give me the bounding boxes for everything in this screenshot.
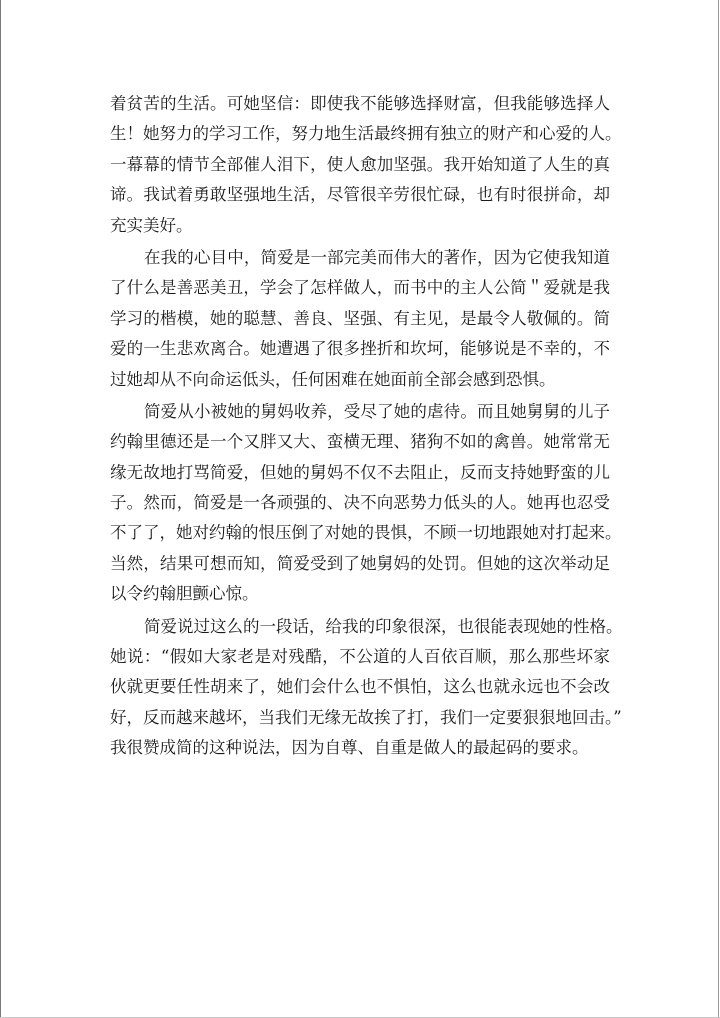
text-line: 着贫苦的生活。可她坚信：即使我不能够选择财富，但我能够选择人 <box>110 94 610 113</box>
page-border-left <box>0 0 1 1018</box>
text-line: 简爱说过这么的一段话，给我的印象很深，也很能表现她的性格。 <box>144 616 623 636</box>
text-line: 生！她努力的学习工作，努力地生活最终拥有独立的财产和心爱的人。 <box>110 124 622 144</box>
text-line: 了什么是善恶美丑，学会了怎样做人，而书中的主人公简＂爱就是我 <box>110 278 610 298</box>
text-line: 我很赞成简的这种说法，因为自尊、自重是做人的最起码的要求。 <box>110 738 589 758</box>
text-line: 以令约翰胆颤心惊。 <box>110 584 259 604</box>
text-line: 充实美好。 <box>110 215 193 235</box>
text-line: 当然，结果可想而知，简爱受到了她舅妈的处罚。但她的这次举动足 <box>110 553 610 573</box>
text-line: 谛。我试着勇敢坚强地生活，尽管很辛劳很忙碌，也有时很拼命，却 <box>110 185 610 205</box>
text-line: 学习的楷模，她的聪慧、善良、坚强、有主见，是最令人敬佩的。简 <box>110 308 610 328</box>
paragraph <box>110 397 622 610</box>
text-line: 好，反而越来越坏，当我们无缘无故挨了打，我们一定要狠狠地回击。” <box>110 707 622 727</box>
text-line: 缘无故地打骂简爱，但她的舅妈不仅不去阻止，反而支持她野蛮的儿 <box>110 462 610 482</box>
paragraph <box>110 243 610 395</box>
text-line: 她说：“假如大家老是对残酷，不公道的人百依百顺，那么那些坏家 <box>110 647 610 667</box>
text-line: 在我的心目中，简爱是一部完美而伟大的著作，因为它使我知道 <box>144 247 610 267</box>
text-line: 不了了，她对约翰的恨压倒了对她的畏惧，不顾一切地跟她对打起来。 <box>110 523 622 543</box>
paragraph <box>110 612 623 764</box>
text-line: 过她却从不向命运低头，任何困难在她面前全部会感到恐惧。 <box>110 369 556 389</box>
paragraph <box>110 89 622 241</box>
text-line: 简爱从小被她的舅妈收养，受尽了她的虐待。而且她舅舅的儿子 <box>144 401 610 421</box>
text-line: 伙就更要任性胡来了，她们会什么也不惧怕，这么也就永远也不会改 <box>110 677 610 697</box>
text-line: 子。然而，简爱是一各顽强的、决不向恶势力低头的人。她再也忍受 <box>110 493 610 513</box>
page-border-right <box>718 0 719 1018</box>
text-line: 爱的一生悲欢离合。她遭遇了很多挫折和坎坷，能够说是不幸的，不 <box>110 339 610 359</box>
document-body <box>110 89 623 764</box>
text-line: 一幕幕的情节全部催人泪下，使人愈加坚强。我开始知道了人生的真 <box>110 154 610 174</box>
text-line: 约翰里德还是一个又胖又大、蛮横无理、猪狗不如的禽兽。她常常无 <box>110 432 610 452</box>
